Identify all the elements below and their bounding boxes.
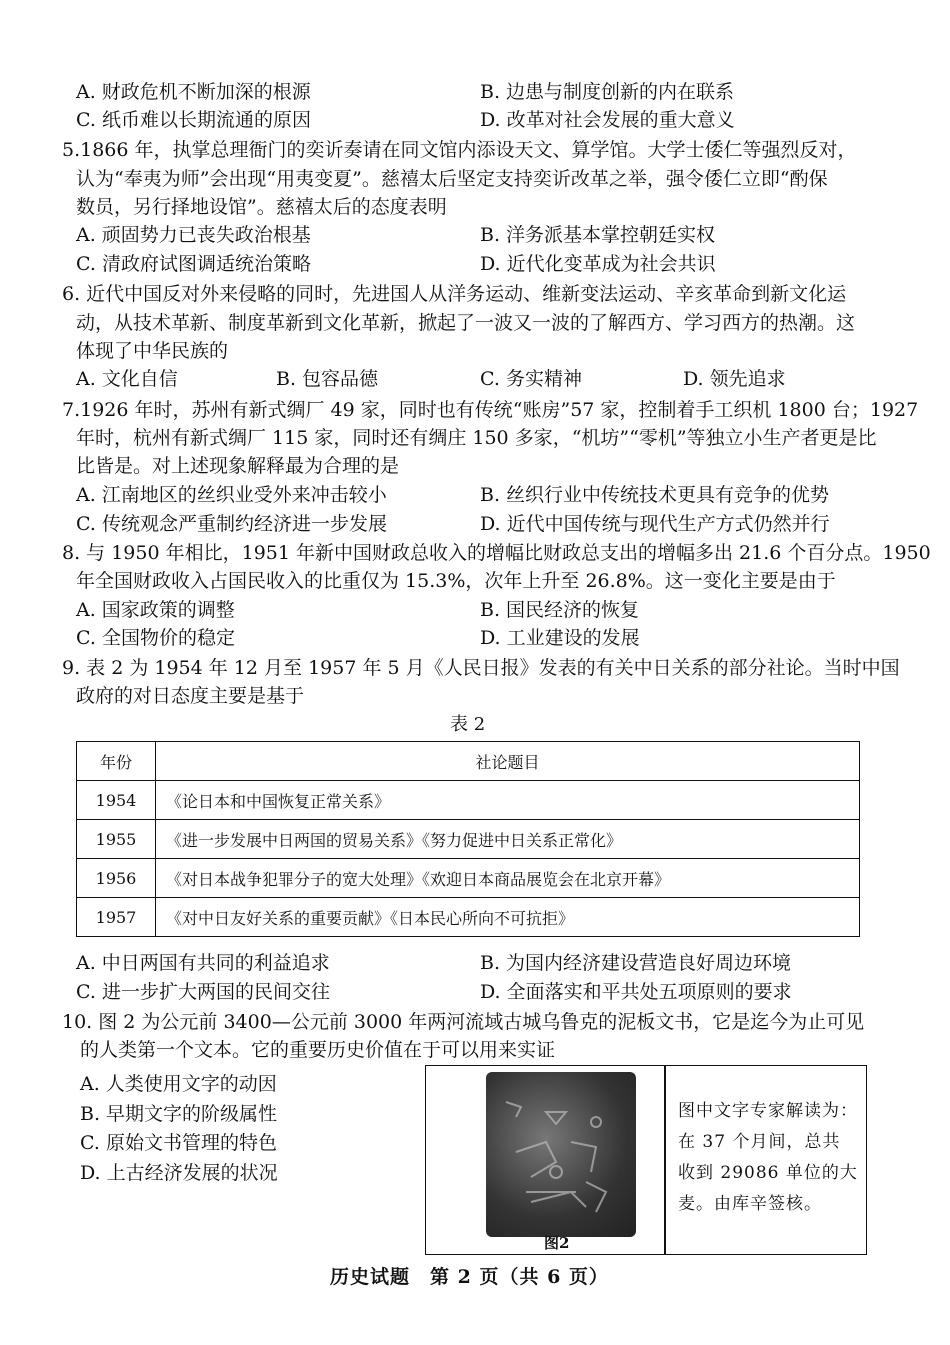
q10-option-d: D. 上古经济发展的状况	[80, 1162, 278, 1184]
q5-stem-line: 数员，另行择地设馆”。慈禧太后的态度表明	[76, 196, 447, 218]
q10-option-c: C. 原始文书管理的特色	[80, 1132, 277, 1154]
figure-note: 图中文字专家解读为：在 37 个月间，总共收到 29086 单位的大麦。由库辛签核。	[678, 1101, 858, 1214]
table-cell-title: 《论日本和中国恢复正常关系》	[156, 781, 860, 820]
q6-stem-line: 6. 近代中国反对外来侵略的同时，先进国人从洋务运动、维新变法运动、辛亥革命到新文化运	[62, 283, 847, 305]
q5-option-c: C. 清政府试图调适统治策略	[76, 253, 311, 275]
figure-2	[425, 1065, 867, 1255]
q10-stem-line: 的人类第一个文本。它的重要历史价值在于可以用来实证	[80, 1039, 556, 1061]
table-cell-title: 《对中日友好关系的重要贡献》《日本民心所向不可抗拒》	[156, 898, 860, 937]
table-cell-year: 1954	[77, 781, 156, 820]
table-header-title: 社论题目	[156, 742, 860, 781]
q7-stem-line: 比皆是。对上述现象解释最为合理的是	[76, 455, 400, 477]
q5-option-d: D. 近代化变革成为社会共识	[480, 253, 716, 275]
q5-stem-line: 认为“奉夷为师”会出现“用夷变夏”。慈禧太后坚定支持奕䜣改革之举，强令倭仁立即“酌保	[76, 168, 828, 190]
table-row	[77, 820, 860, 859]
q8-option-c: C. 全国物价的稳定	[76, 627, 235, 649]
q9-option-c: C. 进一步扩大两国的民间交往	[76, 981, 330, 1003]
figure-divider	[664, 1066, 666, 1254]
q6-option-c: C. 务实精神	[480, 368, 582, 390]
q5-stem-line: 5.1866 年，执掌总理衙门的奕䜣奏请在同文馆内添设天文、算学馆。大学士倭仁等强烈反对，	[62, 139, 857, 161]
table-cell-title: 《进一步发展中日两国的贸易关系》《努力促进中日关系正常化》	[156, 820, 860, 859]
q10-option-a: A. 人类使用文字的动因	[80, 1073, 277, 1095]
table-row	[77, 781, 860, 820]
q5-option-b: B. 洋务派基本掌控朝廷实权	[480, 224, 716, 246]
q6-option-d: D. 领先追求	[683, 368, 786, 390]
q9-option-a: A. 中日两国有共同的利益追求	[76, 952, 330, 974]
q7-stem-line: 年时，杭州有新式绸厂 115 家，同时还有绸庄 150 多家，“机坊”“零机”等独立小生产者更是比	[76, 427, 877, 449]
table-cell-year: 1956	[77, 859, 156, 898]
q7-stem-line: 7.1926 年时，苏州有新式绸厂 49 家，同时也有传统“账房”57 家，控制着手工织机 1800 台；1927	[62, 399, 919, 421]
q4-option-a: A. 财政危机不断加深的根源	[76, 81, 311, 103]
q6-stem-line: 体现了中华民族的	[76, 340, 229, 362]
q9-stem-line: 9. 表 2 为 1954 年 12 月至 1957 年 5 月《人民日报》发表的有关中日关系的部分社论。当时中国	[62, 657, 900, 679]
q7-option-d: D. 近代中国传统与现代生产方式仍然并行	[480, 513, 830, 535]
q8-option-b: B. 国民经济的恢复	[480, 599, 640, 621]
q6-stem-line: 动，从技术革新、制度革新到文化革新，掀起了一波又一波的了解西方、学习西方的热潮。这	[76, 312, 856, 334]
q7-option-b: B. 丝织行业中传统技术更具有竞争的优势	[480, 484, 830, 506]
table-cell-year: 1955	[77, 820, 156, 859]
table-cell-title: 《对日本战争犯罪分子的宽大处理》《欢迎日本商品展览会在北京开幕》	[156, 859, 860, 898]
clay-tablet-image	[486, 1072, 636, 1237]
table-cell-year: 1957	[77, 898, 156, 937]
q6-option-b: B. 包容品德	[276, 368, 379, 390]
figure-caption: 图2	[544, 1234, 570, 1252]
q9-stem-line: 政府的对日态度主要是基于	[76, 685, 305, 707]
table-header-row	[77, 742, 860, 781]
q7-option-a: A. 江南地区的丝织业受外来冲击较小	[76, 484, 387, 506]
table-caption: 表 2	[450, 714, 486, 735]
q5-option-a: A. 顽固势力已丧失政治根基	[76, 224, 311, 246]
cuneiform-marks	[486, 1072, 636, 1237]
q9-option-b: B. 为国内经济建设营造良好周边环境	[480, 952, 792, 974]
editorial-table	[76, 741, 860, 937]
q8-stem-line: 8. 与 1950 年相比，1951 年新中国财政总收入的增幅比财政总支出的增幅多出 21.6 个百分点。1950	[62, 542, 931, 564]
q8-option-a: A. 国家政策的调整	[76, 599, 235, 621]
q10-stem-line: 10. 图 2 为公元前 3400—公元前 3000 年两河流域古城乌鲁克的泥板文书，它是迄今为止可见	[62, 1011, 865, 1033]
q4-option-d: D. 改革对社会发展的重大意义	[480, 109, 735, 131]
q4-option-c: C. 纸币难以长期流通的原因	[76, 109, 311, 131]
q8-option-d: D. 工业建设的发展	[480, 627, 640, 649]
page-footer: 历史试题 第 2 页（共 6 页）	[330, 1266, 609, 1288]
table-header-year: 年份	[77, 742, 156, 781]
table-row	[77, 859, 860, 898]
q8-stem-line: 年全国财政收入占国民收入的比重仅为 15.3%，次年上升至 26.8%。这一变化主要是由于	[76, 570, 836, 592]
table-row	[77, 898, 860, 937]
q6-option-a: A. 文化自信	[76, 368, 178, 390]
q7-option-c: C. 传统观念严重制约经济进一步发展	[76, 513, 387, 535]
q9-option-d: D. 全面落实和平共处五项原则的要求	[480, 981, 792, 1003]
q10-option-b: B. 早期文字的阶级属性	[80, 1103, 278, 1125]
q4-option-b: B. 边患与制度创新的内在联系	[480, 81, 735, 103]
